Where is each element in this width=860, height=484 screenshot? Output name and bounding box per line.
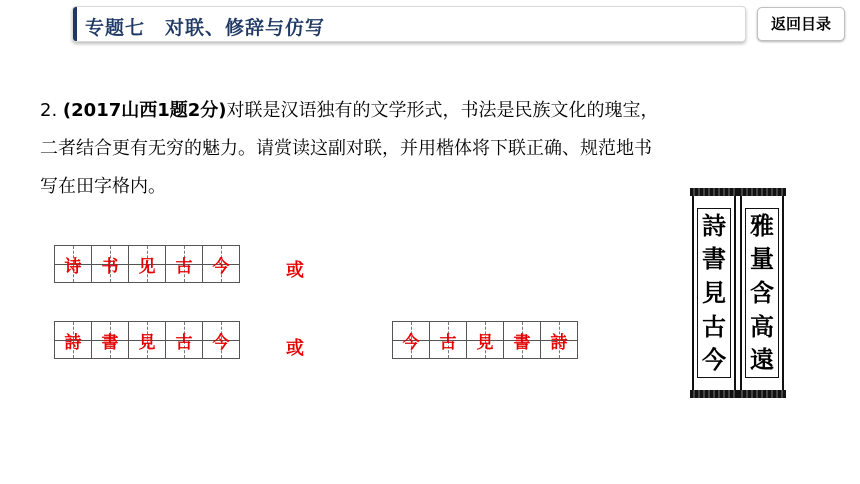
answer-char: 見 <box>476 332 494 353</box>
grid-cell <box>54 245 92 283</box>
question-line-1 <box>40 92 800 130</box>
answer-char: 今 <box>402 332 420 353</box>
scroll-char: 詩 <box>702 210 726 240</box>
grid-cell <box>202 321 240 359</box>
grid-cell <box>466 321 504 359</box>
grid-cell <box>540 321 578 359</box>
back-to-contents-button[interactable]: 返回目录 <box>757 7 845 41</box>
answer-char: 古 <box>439 332 457 353</box>
scroll-char: 遠 <box>750 345 774 375</box>
question-source: (2017山西1题2分) <box>62 100 227 121</box>
question-text <box>40 92 800 206</box>
grid-cell <box>91 245 129 283</box>
question-line-2: 二者结合更有无穷的魅力。请赏读这副对联，并用楷体将下联正确、规范地书 <box>40 138 652 159</box>
answer-char: 書 <box>513 332 531 353</box>
scroll-char: 含 <box>750 277 774 307</box>
answer-char: 见 <box>138 256 156 277</box>
scroll-char: 雅 <box>750 210 774 240</box>
answer-grid-traditional <box>54 321 240 359</box>
answer-char: 今 <box>212 332 230 353</box>
answer-char: 诗 <box>64 256 82 277</box>
grid-cell <box>91 321 129 359</box>
scroll-char: 見 <box>702 277 726 307</box>
scroll-char: 書 <box>702 244 726 274</box>
couplet-left-scroll <box>692 192 736 394</box>
question-line-1-text: 对联是汉语独有的文学形式，书法是民族文化的瑰宝， <box>226 100 659 121</box>
scroll-char: 高 <box>750 311 774 341</box>
grid-cell <box>165 321 203 359</box>
answer-char: 詩 <box>550 332 568 353</box>
grid-cell <box>503 321 541 359</box>
answer-char: 詩 <box>64 332 82 353</box>
answer-char: 书 <box>101 256 119 277</box>
page-title: 专题七 对联、修辞与仿写 <box>85 17 326 39</box>
grid-cell <box>392 321 430 359</box>
scroll-char: 古 <box>702 311 726 341</box>
or-label: 或 <box>286 338 304 359</box>
grid-cell <box>429 321 467 359</box>
answer-char: 古 <box>175 332 193 353</box>
header-accent <box>73 7 77 41</box>
answer-grid-reversed <box>392 321 578 359</box>
grid-cell <box>202 245 240 283</box>
grid-cell <box>128 245 166 283</box>
couplet-right-scroll <box>740 192 784 394</box>
grid-cell <box>165 245 203 283</box>
answer-char: 見 <box>138 332 156 353</box>
answer-char: 古 <box>175 256 193 277</box>
answer-char: 今 <box>212 256 230 277</box>
grid-cell <box>54 321 92 359</box>
grid-cell <box>128 321 166 359</box>
header-bar <box>72 6 746 42</box>
answer-char: 書 <box>101 332 119 353</box>
question-line-3: 写在田字格内。 <box>40 176 166 197</box>
scroll-char: 今 <box>702 345 726 375</box>
answer-grid-simplified <box>54 245 240 283</box>
or-label: 或 <box>286 260 304 281</box>
question-number: 2. <box>40 100 58 121</box>
scroll-char: 量 <box>750 244 774 274</box>
